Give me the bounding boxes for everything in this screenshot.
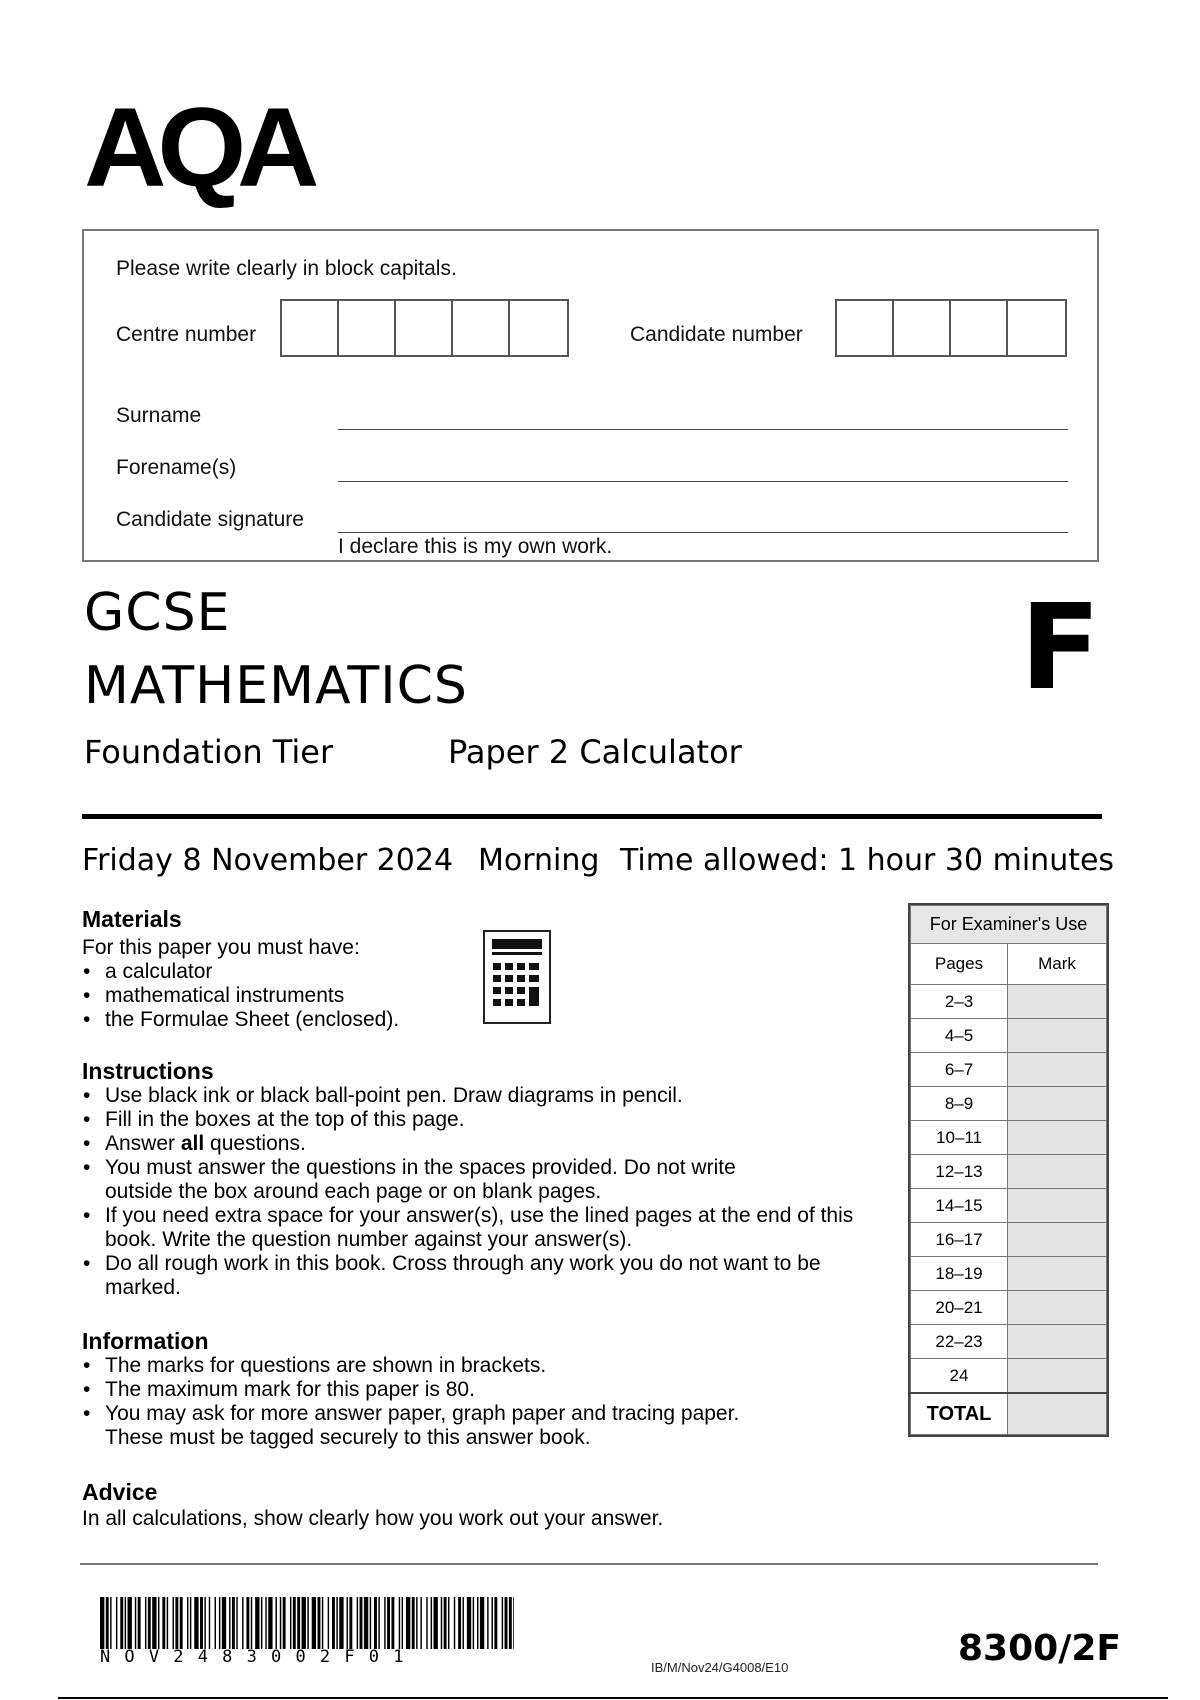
- table-row: [911, 1291, 1107, 1325]
- candidate-number-label: Candidate number: [630, 323, 803, 346]
- mark-cell: [1008, 1359, 1107, 1394]
- pages-column-header: Pages: [911, 944, 1008, 985]
- advice-text: In all calculations, show clearly how you work out your answer.: [82, 1507, 664, 1530]
- list-item: • The marks for questions are shown in brackets.: [82, 1354, 802, 1378]
- pages-cell: 2–3: [911, 985, 1008, 1019]
- information-list: [82, 1354, 802, 1450]
- instructions-heading: Instructions: [82, 1058, 214, 1084]
- mark-column-header: Mark: [1008, 944, 1107, 985]
- surname-label: Surname: [116, 404, 202, 427]
- pages-cell: 16–17: [911, 1223, 1008, 1257]
- paper-name: Paper 2 Calculator: [448, 733, 742, 771]
- mark-cell: [1008, 1325, 1107, 1359]
- aqa-logo: AQA: [84, 85, 311, 210]
- exam-session: Morning: [478, 843, 600, 878]
- centre-number-digit-box[interactable]: [453, 301, 510, 355]
- title-divider: [82, 814, 1102, 819]
- pages-cell: 8–9: [911, 1087, 1008, 1121]
- mark-cell: [1008, 1121, 1107, 1155]
- declaration-text: I declare this is my own work.: [338, 535, 613, 558]
- exam-date: Friday 8 November 2024: [82, 843, 454, 878]
- examiners-use-title: For Examiner's Use: [911, 906, 1107, 944]
- table-row: [911, 985, 1107, 1019]
- subject-title: MATHEMATICS: [84, 656, 468, 716]
- mark-cell: [1008, 1155, 1107, 1189]
- advice-heading: Advice: [82, 1479, 158, 1505]
- table-row: [911, 1359, 1107, 1394]
- pages-cell: 22–23: [911, 1325, 1008, 1359]
- candidate-number-digit-box[interactable]: [837, 301, 894, 355]
- candidate-number-boxes[interactable]: [835, 299, 1067, 357]
- calculator-icon-graphic: [485, 932, 549, 1022]
- qualification-title: GCSE: [84, 583, 231, 643]
- forenames-label: Forename(s): [116, 456, 237, 479]
- materials-intro: For this paper you must have:: [82, 936, 360, 959]
- surname-field[interactable]: [338, 429, 1068, 430]
- total-label: TOTAL: [911, 1393, 1008, 1435]
- barcode: [100, 1597, 514, 1649]
- list-item: • Do all rough work in this book. Cross through any work you do not want to be marked.: [82, 1252, 862, 1300]
- materials-list: [82, 960, 502, 1032]
- list-item: • You may ask for more answer paper, graph paper and tracing paper. These must be tagged securely to this answer book.: [82, 1402, 795, 1450]
- mark-cell: [1008, 1053, 1107, 1087]
- pages-cell: 20–21: [911, 1291, 1008, 1325]
- list-item: • You must answer the questions in the spaces provided. Do not write outside the box around each page or on blank pages.: [82, 1156, 805, 1204]
- pages-cell: 6–7: [911, 1053, 1008, 1087]
- signature-label: Candidate signature: [116, 508, 304, 531]
- mark-cell: [1008, 1291, 1107, 1325]
- list-item: • mathematical instruments: [82, 984, 502, 1008]
- list-item: • Fill in the boxes at the top of this page.: [82, 1108, 862, 1132]
- list-item: [82, 1132, 862, 1156]
- candidate-number-digit-box[interactable]: [894, 301, 951, 355]
- pages-cell: 14–15: [911, 1189, 1008, 1223]
- mark-cell: [1008, 1257, 1107, 1291]
- table-row: [911, 1087, 1107, 1121]
- list-item: • the Formulae Sheet (enclosed).: [82, 1008, 502, 1032]
- paper-code: 8300/2F: [958, 1628, 1121, 1669]
- list-item: • Use black ink or black ball-point pen. Draw diagrams in pencil.: [82, 1084, 862, 1108]
- list-item: • If you need extra space for your answer(s), use the lined pages at the end of this book. Write the question number against your answer(s).: [82, 1204, 862, 1252]
- pages-cell: 18–19: [911, 1257, 1008, 1291]
- time-allowed: Time allowed: 1 hour 30 minutes: [620, 843, 1115, 878]
- list-item: • The maximum mark for this paper is 80.: [82, 1378, 802, 1402]
- calculator-icon: [483, 930, 551, 1024]
- table-row: [911, 1325, 1107, 1359]
- materials-heading: Materials: [82, 906, 182, 932]
- page-bottom-rule: [58, 1697, 1168, 1699]
- centre-number-digit-box[interactable]: [282, 301, 339, 355]
- tier-name: Foundation Tier: [84, 733, 334, 771]
- table-row: [911, 1257, 1107, 1291]
- information-heading: Information: [82, 1328, 209, 1354]
- pages-cell: 4–5: [911, 1019, 1008, 1053]
- table-row: [911, 1053, 1107, 1087]
- footer-divider: [80, 1563, 1098, 1565]
- table-row: [911, 1223, 1107, 1257]
- centre-number-boxes[interactable]: [280, 299, 569, 357]
- mark-cell: [1008, 1189, 1107, 1223]
- mark-cell: [1008, 1019, 1107, 1053]
- answer-all-pre: Answer: [105, 1132, 181, 1155]
- mark-cell: [1008, 1087, 1107, 1121]
- mark-cell: [1008, 1223, 1107, 1257]
- instructions-list: [82, 1084, 862, 1300]
- forenames-field[interactable]: [338, 481, 1068, 482]
- total-mark-cell: [1008, 1393, 1107, 1435]
- pages-cell: 10–11: [911, 1121, 1008, 1155]
- table-row: [911, 1121, 1107, 1155]
- centre-number-digit-box[interactable]: [339, 301, 396, 355]
- answer-all-emphasis: all: [180, 1132, 205, 1155]
- answer-all-post: questions.: [204, 1132, 306, 1155]
- examiners-use-table: [908, 903, 1109, 1437]
- reference-code: IB/M/Nov24/G4008/E10: [651, 1660, 789, 1675]
- table-row: [911, 1019, 1107, 1053]
- mark-cell: [1008, 985, 1107, 1019]
- centre-number-label: Centre number: [116, 323, 257, 346]
- block-capitals-instruction: Please write clearly in block capitals.: [116, 257, 457, 280]
- table-row: [911, 1155, 1107, 1189]
- tier-letter: F: [1020, 578, 1101, 716]
- pages-cell: 24: [911, 1359, 1008, 1394]
- centre-number-digit-box[interactable]: [510, 301, 567, 355]
- candidate-number-digit-box[interactable]: [1008, 301, 1065, 355]
- total-row: [911, 1393, 1107, 1435]
- pages-cell: 12–13: [911, 1155, 1008, 1189]
- candidate-number-digit-box[interactable]: [951, 301, 1008, 355]
- signature-field[interactable]: [338, 532, 1068, 533]
- table-row: [911, 1189, 1107, 1223]
- centre-number-digit-box[interactable]: [396, 301, 453, 355]
- barcode-text: NOV2483002F01: [100, 1647, 418, 1667]
- list-item: • a calculator: [82, 960, 502, 984]
